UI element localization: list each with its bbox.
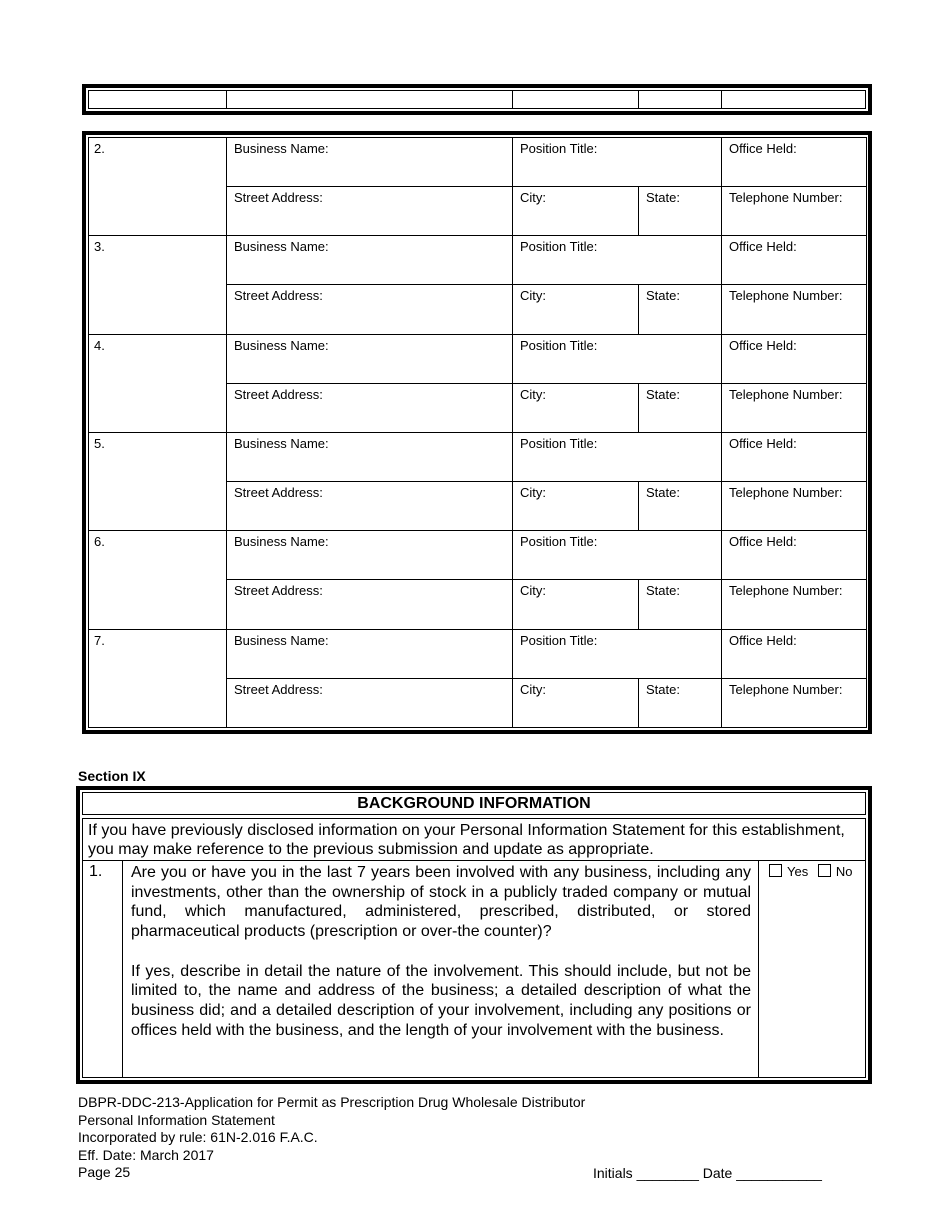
- column-divider: [721, 91, 722, 108]
- city-field[interactable]: City:: [513, 580, 639, 629]
- business-name-field[interactable]: Business Name:: [227, 531, 513, 580]
- city-field[interactable]: City:: [513, 187, 639, 236]
- office-held-field[interactable]: Office Held:: [722, 531, 867, 580]
- entry-number: 7.: [89, 629, 227, 727]
- city-field[interactable]: City:: [513, 678, 639, 727]
- business-history-grid: [88, 137, 867, 728]
- yes-label: Yes: [787, 864, 809, 879]
- business-name-field[interactable]: Business Name:: [227, 629, 513, 678]
- continued-table-inner: [88, 90, 866, 109]
- question-number: 1.: [83, 861, 123, 1077]
- question-text: Are you or have you in the last 7 years been involved with any business, including any investments, other than the ownership of stock in a publicly traded company or mutual fund, which manufactured, administered, prescribed, distributed, or stored pharmaceutical products (prescription or over-the counter)?: [131, 864, 751, 941]
- street-address-field[interactable]: Street Address:: [227, 482, 513, 531]
- state-field[interactable]: State:: [639, 482, 722, 531]
- question-row: [82, 860, 866, 1078]
- footer-form-title: DBPR-DDC-213-Application for Permit as Prescription Drug Wholesale Distributor: [78, 1094, 586, 1110]
- city-field[interactable]: City:: [513, 285, 639, 334]
- entry-number: 3.: [89, 236, 227, 334]
- column-divider: [638, 91, 639, 108]
- table-row: [89, 531, 867, 580]
- entry-number: 5.: [89, 432, 227, 530]
- table-row: [89, 334, 867, 383]
- section-title: BACKGROUND INFORMATION: [82, 792, 866, 815]
- position-title-field[interactable]: Position Title:: [513, 334, 722, 383]
- position-title-field[interactable]: Position Title:: [513, 138, 722, 187]
- office-held-field[interactable]: Office Held:: [722, 334, 867, 383]
- position-title-field[interactable]: Position Title:: [513, 236, 722, 285]
- entry-number: 4.: [89, 334, 227, 432]
- initials-date-line[interactable]: Initials ________ Date ___________: [593, 1165, 822, 1181]
- office-held-field[interactable]: Office Held:: [722, 432, 867, 481]
- footer-form-subtitle: Personal Information Statement: [78, 1111, 275, 1128]
- no-label: No: [835, 864, 853, 879]
- telephone-field[interactable]: Telephone Number:: [722, 580, 867, 629]
- state-field[interactable]: State:: [639, 285, 722, 334]
- position-title-field[interactable]: Position Title:: [513, 629, 722, 678]
- form-footer: [78, 1094, 585, 1182]
- question-followup: If yes, describe in detail the nature of the involvement. This should include, but not be limited to, the name and address of the business; a detailed description of what the business did; and a detailed description of your involvement, including any positions or offices held with the business, and the length of your involvement with the business.: [131, 962, 751, 1039]
- business-history-table: [82, 131, 872, 734]
- street-address-field[interactable]: Street Address:: [227, 678, 513, 727]
- table-row: [89, 629, 867, 678]
- street-address-field[interactable]: Street Address:: [227, 383, 513, 432]
- table-row: [89, 236, 867, 285]
- office-held-field[interactable]: Office Held:: [722, 629, 867, 678]
- column-divider: [512, 91, 513, 108]
- street-address-field[interactable]: Street Address:: [227, 187, 513, 236]
- section-intro: If you have previously disclosed information on your Personal Information Statement for this establishment, you may make reference to the previous submission and update as appropriate.: [82, 818, 866, 860]
- telephone-field[interactable]: Telephone Number:: [722, 482, 867, 531]
- state-field[interactable]: State:: [639, 678, 722, 727]
- continued-table-strip: [82, 84, 872, 115]
- business-name-field[interactable]: Business Name:: [227, 236, 513, 285]
- footer-page-number: Page 25: [78, 1164, 131, 1181]
- entry-number: 2.: [89, 138, 227, 236]
- telephone-field[interactable]: Telephone Number:: [722, 678, 867, 727]
- footer-effective-date: Eff. Date: March 2017: [78, 1146, 214, 1163]
- business-name-field[interactable]: Business Name:: [227, 334, 513, 383]
- street-address-field[interactable]: Street Address:: [227, 285, 513, 334]
- yes-no-cell: [760, 861, 865, 879]
- city-field[interactable]: City:: [513, 482, 639, 531]
- state-field[interactable]: State:: [639, 187, 722, 236]
- street-address-field[interactable]: Street Address:: [227, 580, 513, 629]
- question-text-cell[interactable]: [123, 861, 759, 1077]
- position-title-field[interactable]: Position Title:: [513, 531, 722, 580]
- city-field[interactable]: City:: [513, 383, 639, 432]
- table-row: [89, 432, 867, 481]
- telephone-field[interactable]: Telephone Number:: [722, 383, 867, 432]
- footer-rule: Incorporated by rule: 61N-2.016 F.A.C.: [78, 1129, 318, 1146]
- background-information-box: [76, 786, 872, 1084]
- office-held-field[interactable]: Office Held:: [722, 138, 867, 187]
- telephone-field[interactable]: Telephone Number:: [722, 187, 867, 236]
- business-name-field[interactable]: Business Name:: [227, 432, 513, 481]
- section-label: Section IX: [78, 768, 146, 784]
- yes-checkbox[interactable]: [769, 864, 782, 877]
- table-row: [89, 138, 867, 187]
- no-checkbox[interactable]: [818, 864, 831, 877]
- telephone-field[interactable]: Telephone Number:: [722, 285, 867, 334]
- business-name-field[interactable]: Business Name:: [227, 138, 513, 187]
- state-field[interactable]: State:: [639, 580, 722, 629]
- entry-number: 6.: [89, 531, 227, 629]
- office-held-field[interactable]: Office Held:: [722, 236, 867, 285]
- column-divider: [226, 91, 227, 108]
- state-field[interactable]: State:: [639, 383, 722, 432]
- position-title-field[interactable]: Position Title:: [513, 432, 722, 481]
